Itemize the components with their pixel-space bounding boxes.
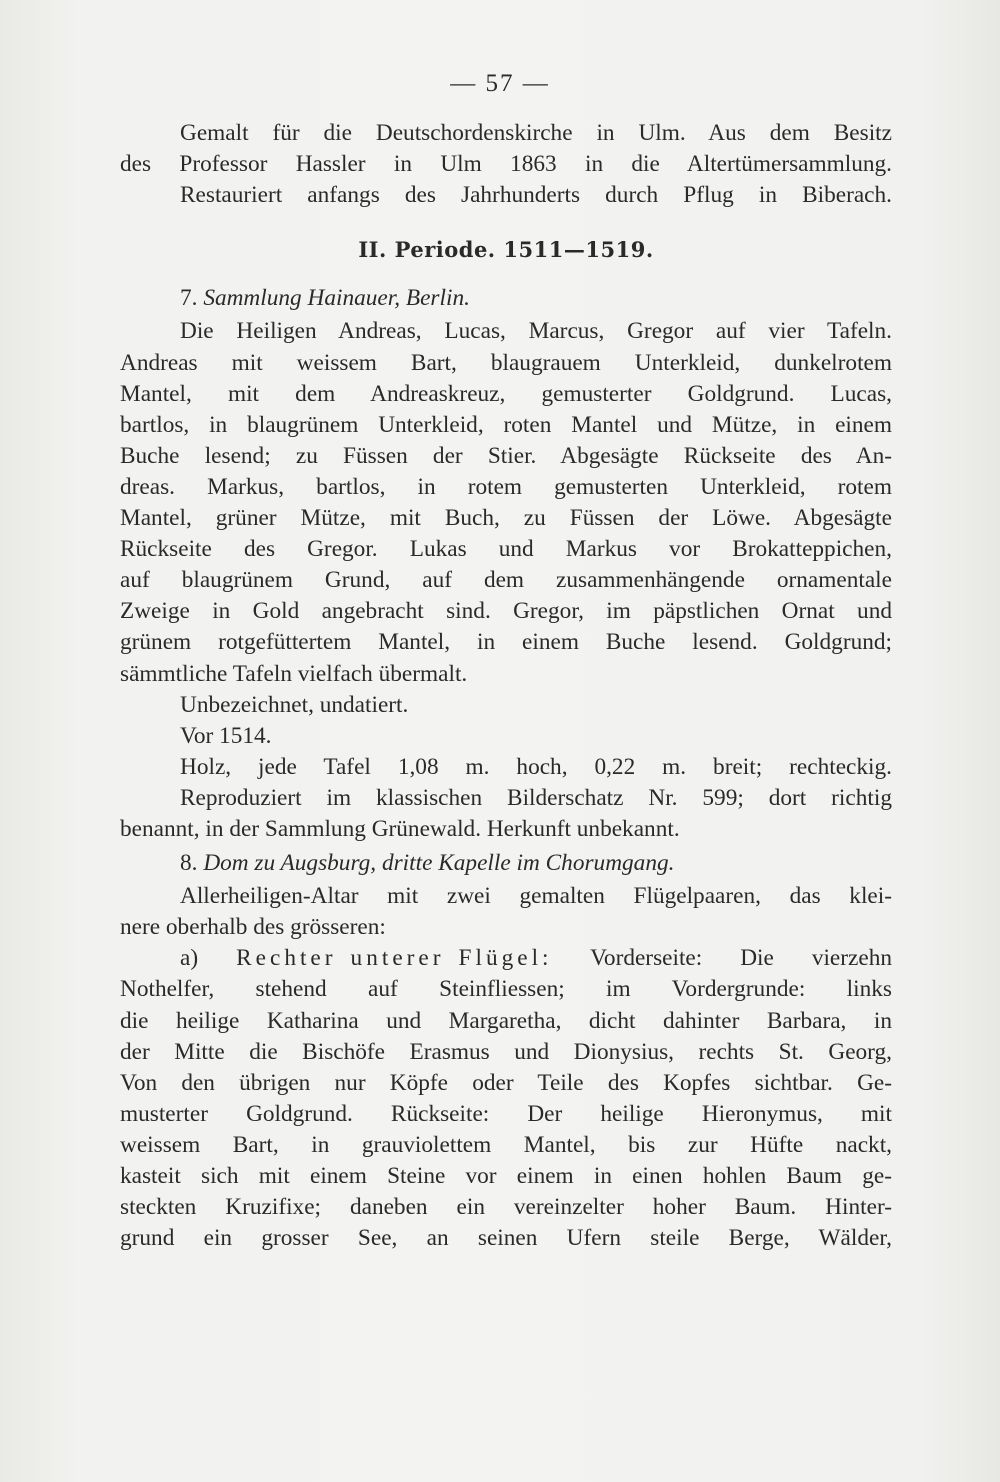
text-line: die heilige Katharina und Margaretha, dicht dahinter Barbara, in [120,1007,892,1034]
text-line: Holz, jede Tafel 1,08 m. hoch, 0,22 m. breit; rechteckig. [180,753,892,780]
catalog-entry-7 [120,283,892,314]
text-line: Mantel, mit dem Andreaskreuz, gemusterter Goldgrund. Lucas, [120,380,892,407]
text-line: der Mitte die Bischöfe Erasmus und Dionysius, rechts St. Georg, [120,1038,892,1065]
text-line: sämmtliche Tafeln vielfach übermalt. [120,660,468,687]
text-line: benannt, in der Sammlung Grünewald. Herkunft unbekannt. [120,815,680,842]
entry-number: 7. [180,285,198,312]
text-line: grund ein grosser See, an seinen Ufern steile Berge, Wälder, [120,1225,892,1252]
text-line: grünem rotgefüttertem Mantel, in einem Buche lesend. Goldgrund; [120,629,892,656]
text-line: des Professor Hassler in Ulm 1863 in die Altertümersammlung. [120,151,892,178]
text-line: weissem Bart, in grauviolettem Mantel, bis zur Hüfte nackt, [120,1131,892,1158]
text-line: bartlos, in blaugrünem Unterkleid, roten Mantel und Mütze, in einem [120,411,892,438]
section-a-line [120,943,892,974]
text-line: Zweige in Gold angebracht sind. Gregor, im päpstlichen Ornat und [120,598,892,625]
section-a-text: Vorderseite: Die vierzehn [590,945,893,972]
text-line: Nothelfer, stehend auf Steinfliessen; im Vordergrunde: links [120,976,892,1003]
text-line: Die Heiligen Andreas, Lucas, Marcus, Gregor auf vier Tafeln. [180,318,892,345]
text-line: Gemalt für die Deutschordenskirche in Ulm. Aus dem Besitz [180,120,892,146]
entry-title: Dom zu Augsburg, dritte Kapelle im Chorumgang. [203,850,675,877]
page-body [120,118,892,1254]
section-heading: II. Periode. 1511—1519. [358,237,654,263]
text-line: kasteit sich mit einem Steine vor einem in einen hohlen Baum ge- [120,1163,892,1189]
text-line: Unbezeichnet, undatiert. [180,691,409,718]
text-line: Reproduziert im klassischen Bilderschatz Nr. 599; dort richtig [180,784,892,811]
text-line: Rückseite des Gregor. Lukas und Markus vor Brokatteppichen, [120,536,892,563]
text-line: dreas. Markus, bartlos, in rotem gemusterten Unterkleid, rotem [120,473,892,500]
catalog-entry-8 [120,848,892,879]
text-line: Andreas mit weissem Bart, blaugrauem Unterkleid, dunkelrotem [120,349,892,376]
label-word: Rechter [236,945,337,972]
text-line: nere oberhalb des grösseren: [120,914,386,941]
section-a-prefix: a) [180,945,199,972]
text-line: Allerheiligen-Altar mit zwei gemalten Flügelpaaren, das klei- [180,883,892,910]
entry-title: Sammlung Hainauer, Berlin. [203,285,470,312]
label-word: Flügel: [458,945,553,972]
text-line: steckten Kruzifixe; daneben ein vereinzelter hoher Baum. Hinter- [120,1194,892,1221]
text-line: Vor 1514. [180,722,272,749]
text-line: musterter Goldgrund. Rückseite: Der heilige Hieronymus, mit [120,1100,892,1127]
text-line: Mantel, grüner Mütze, mit Buch, zu Füssen der Löwe. Abgesägte [120,505,892,532]
text-line: auf blaugrünem Grund, auf dem zusammenhängende ornamentale [120,567,892,594]
label-word: unterer [350,945,445,972]
page-number: — 57 — [450,70,550,97]
text-line: Von den übrigen nur Köpfe oder Teile des Kopfes sichtbar. Ge- [120,1069,892,1096]
text-line: Restauriert anfangs des Jahrhunderts durch Pflug in Biberach. [180,182,892,209]
entry-number: 8. [180,850,198,877]
section-a-label [236,945,552,971]
text-line: Buche lesend; zu Füssen der Stier. Abgesägte Rückseite des An- [120,442,892,469]
